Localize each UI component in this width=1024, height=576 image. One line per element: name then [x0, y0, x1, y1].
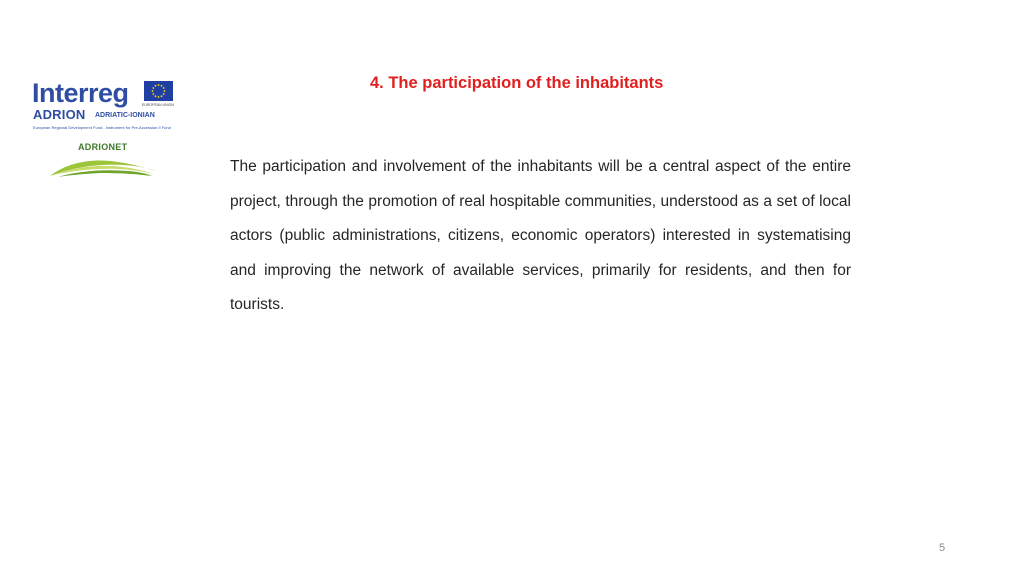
interreg-adrion-logo [30, 78, 176, 182]
logo-adrionet-text: ADRIONET [78, 142, 128, 152]
page-number: 5 [938, 542, 946, 554]
logo-interreg-text: Interreg [32, 78, 129, 108]
slide-title: 4. The participation of the inhabitants [370, 74, 664, 92]
logo-adrion-text: ADRION [33, 107, 86, 122]
adrionet-wave-icon [48, 156, 158, 178]
logo-european-union-text: EUROPEAN UNION [142, 103, 174, 107]
logo-adriatic-ionian-text: ADRIATIC-IONIAN [95, 112, 155, 119]
body-paragraph: The participation and involvement of the inhabitants will be a central aspect of the entire project, through the promotion of real hospitable communities, understood as a set of local actors (public administrations, citizens, economic operators) interested in systematising and improving the network of available services, primarily for residents, and then for tourists. [230, 158, 851, 314]
eu-flag-icon [144, 81, 173, 101]
logo-fund-text: European Regional Development Fund - Instrument for Pre-Accession II Fund [33, 125, 171, 130]
